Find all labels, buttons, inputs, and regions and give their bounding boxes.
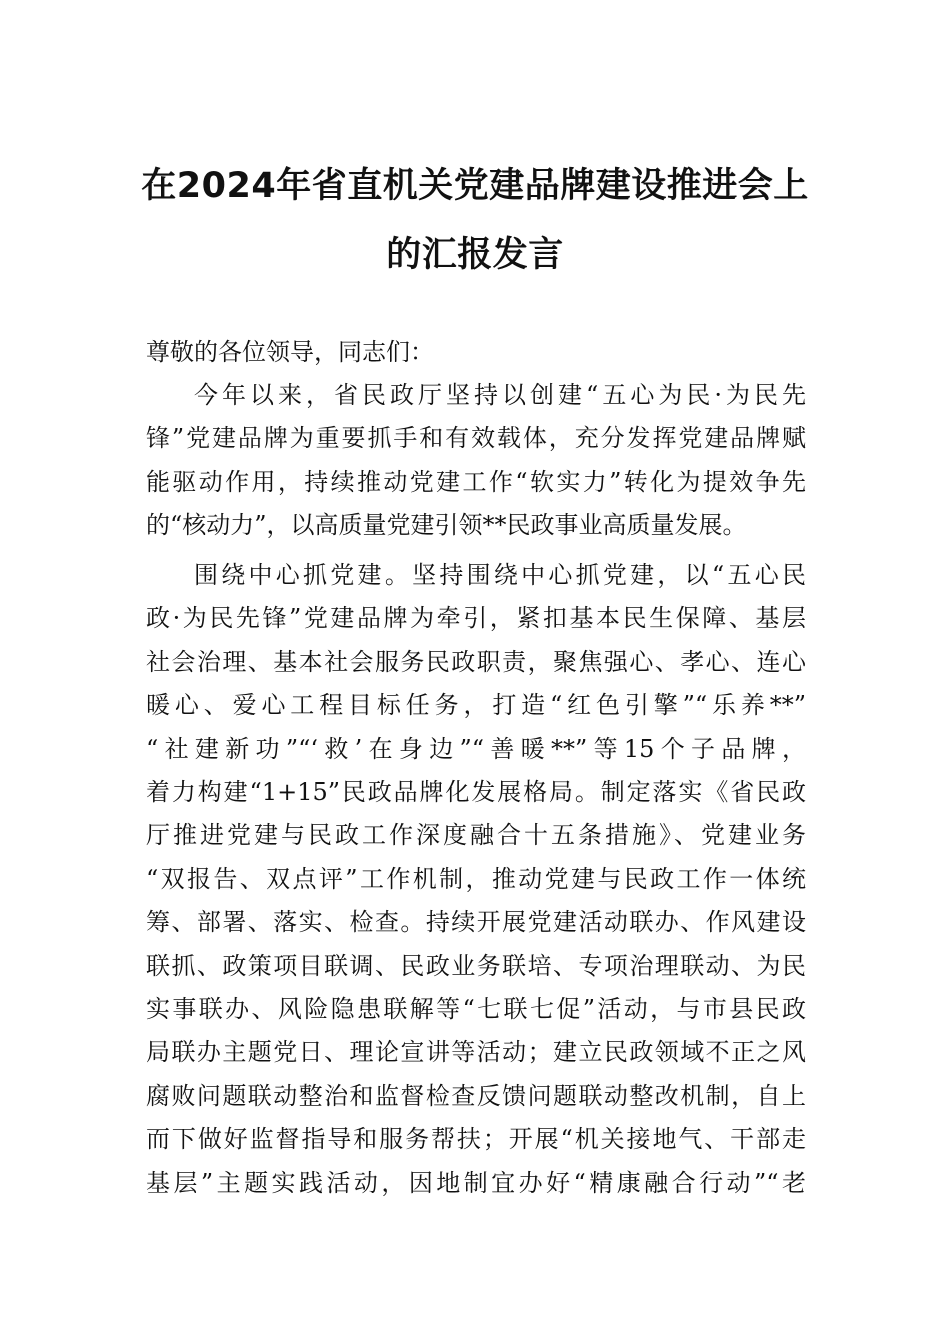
paragraph-2-line-11: 实事联办、风险隐患联解等“七联七促”活动，与市县民政	[146, 995, 806, 1023]
paragraph-1-line-4: 的“核动力”，以高质量党建引领**民政事业高质量发展。	[146, 511, 747, 539]
paragraph-2-line-8: “双报告、双点评”工作机制，推动党建与民政工作一体统	[146, 865, 806, 893]
paragraph-1-line-1: 今年以来，省民政厅坚持以创建“五心为民·为民先	[194, 381, 806, 409]
paragraph-2-line-3: 社会治理、基本社会服务民政职责，聚焦强心、孝心、连心	[146, 648, 806, 676]
paragraph-2-line-4: 暖心、爱心工程目标任务，打造“红色引擎”“乐养**”	[146, 691, 806, 719]
paragraph-2-line-10: 联抓、政策项目联调、民政业务联培、专项治理联动、为民	[146, 952, 806, 980]
paragraph-1-line-2: 锋”党建品牌为重要抓手和有效载体，充分发挥党建品牌赋	[146, 424, 806, 452]
paragraph-2-line-5: “社建新功”“‘救’在身边”“善暖**”等15个子品牌，	[146, 735, 806, 763]
paragraph-2-line-6: 着力构建“1+15”民政品牌化发展格局。制定落实《省民政	[146, 778, 806, 806]
paragraph-2-line-9: 筹、部署、落实、检查。持续开展党建活动联办、作风建设	[146, 908, 806, 936]
paragraph-2-line-7: 厅推进党建与民政工作深度融合十五条措施》、党建业务	[146, 821, 806, 849]
paragraph-2-line-2: 政·为民先锋”党建品牌为牵引，紧扣基本民生保障、基层	[146, 604, 806, 632]
paragraph-2-line-13: 腐败问题联动整治和监督检查反馈问题联动整改机制，自上	[146, 1082, 806, 1110]
paragraph-2-line-12: 局联办主题党日、理论宣讲等活动；建立民政领域不正之风	[146, 1038, 806, 1066]
paragraph-2-line-14: 而下做好监督指导和服务帮扶；开展“机关接地气、干部走	[146, 1125, 806, 1153]
paragraph-1-line-3: 能驱动作用，持续推动党建工作“软实力”转化为提效争先	[146, 468, 806, 496]
paragraph-2-line-1: 围绕中心抓党建。坚持围绕中心抓党建，以“五心民	[194, 561, 806, 589]
salutation: 尊敬的各位领导，同志们：	[146, 338, 434, 366]
paragraph-2-line-15: 基层”主题实践活动，因地制宜办好“精康融合行动”“老	[146, 1169, 806, 1197]
document-title-line-1: 在2024年省直机关党建品牌建设推进会上	[141, 166, 809, 206]
document-title-line-2: 的汇报发言	[386, 235, 564, 275]
